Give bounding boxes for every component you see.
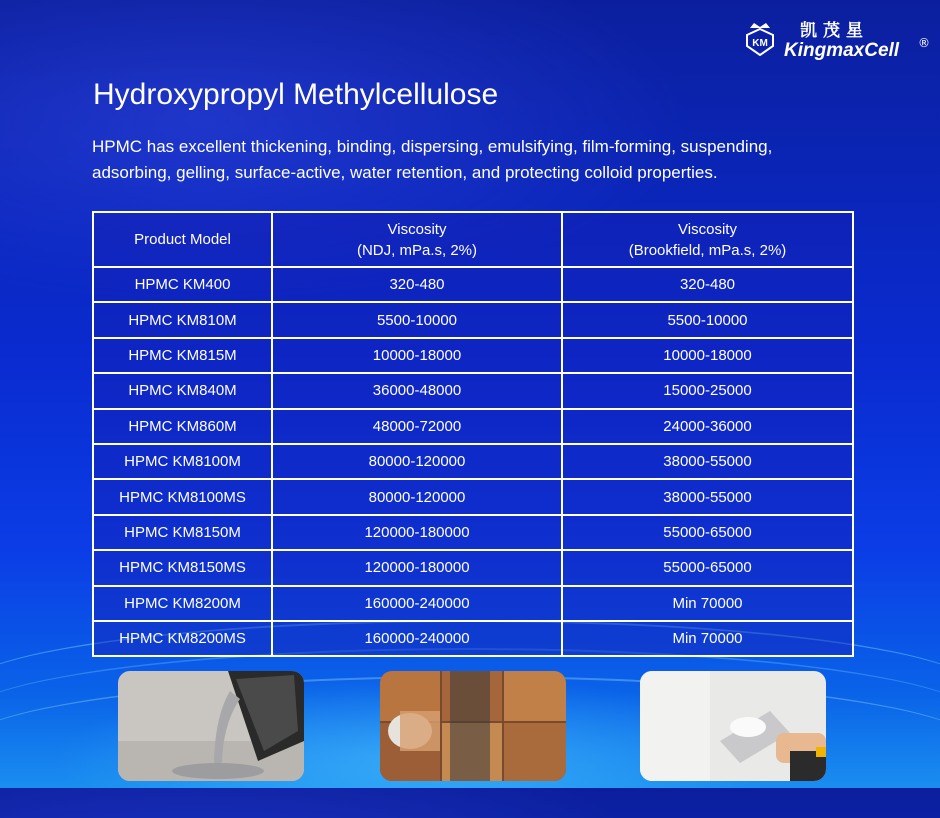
table-row	[93, 267, 853, 302]
cell-brookfield: 38000-55000	[562, 479, 853, 514]
cell-brookfield: 10000-18000	[562, 338, 853, 373]
brand-name-cn: 凯茂星	[800, 21, 869, 41]
cell-brookfield: 55000-65000	[562, 515, 853, 550]
cell-ndj: 10000-18000	[272, 338, 562, 373]
viscosity-table	[92, 211, 854, 657]
cell-model: HPMC KM860M	[93, 409, 272, 444]
cell-model: HPMC KM400	[93, 267, 272, 302]
cell-model: HPMC KM8150MS	[93, 550, 272, 585]
cell-brookfield: 24000-36000	[562, 409, 853, 444]
cell-ndj: 160000-240000	[272, 586, 562, 621]
cell-brookfield: 15000-25000	[562, 373, 853, 408]
table-row	[93, 444, 853, 479]
header-product-model: Product Model	[93, 212, 272, 267]
cell-model: HPMC KM8150M	[93, 515, 272, 550]
cell-ndj: 80000-120000	[272, 444, 562, 479]
cell-model: HPMC KM810M	[93, 302, 272, 337]
table-row	[93, 621, 853, 656]
cell-model: HPMC KM8100MS	[93, 479, 272, 514]
cell-brookfield: 38000-55000	[562, 444, 853, 479]
cell-model: HPMC KM840M	[93, 373, 272, 408]
logo-monogram: KM	[752, 38, 768, 49]
crown-shield-icon	[744, 22, 776, 56]
cell-brookfield: Min 70000	[562, 621, 853, 656]
table-header-row	[93, 212, 853, 267]
header-viscosity-ndj	[272, 212, 562, 267]
table-row	[93, 479, 853, 514]
cell-ndj: 120000-180000	[272, 550, 562, 585]
cell-ndj: 80000-120000	[272, 479, 562, 514]
cell-brookfield: 320-480	[562, 267, 853, 302]
cell-ndj: 36000-48000	[272, 373, 562, 408]
cell-brookfield: Min 70000	[562, 586, 853, 621]
cell-ndj: 120000-180000	[272, 515, 562, 550]
table-row	[93, 373, 853, 408]
pouring-coating-photo	[118, 671, 304, 781]
tile-installation-photo	[380, 671, 566, 781]
cell-model: HPMC KM8200MS	[93, 621, 272, 656]
cell-ndj: 320-480	[272, 267, 562, 302]
product-description: HPMC has excellent thickening, binding, dispersing, emulsifying, film-forming, suspending, adsorbing, gelling, surface-active, water retention, and protecting colloid properties.	[92, 137, 773, 182]
cell-brookfield: 55000-65000	[562, 550, 853, 585]
table-row	[93, 338, 853, 373]
header-viscosity-brookfield	[562, 212, 853, 267]
table-row	[93, 550, 853, 585]
header-brookfield-line1: Viscosity	[678, 220, 737, 238]
brand-name-en: KingmaxCell	[784, 40, 900, 61]
header-ndj-line1: Viscosity	[387, 220, 447, 238]
cell-ndj: 5500-10000	[272, 302, 562, 337]
table-row	[93, 302, 853, 337]
brand-logo	[744, 14, 934, 66]
cell-model: HPMC KM815M	[93, 338, 272, 373]
header-brookfield-line2: (Brookfield, mPa.s, 2%)	[628, 241, 787, 259]
cell-brookfield: 5500-10000	[562, 302, 853, 337]
cell-model: HPMC KM8100M	[93, 444, 272, 479]
table-row	[93, 586, 853, 621]
registered-mark: ®	[918, 36, 930, 50]
table-row	[93, 515, 853, 550]
cell-ndj: 160000-240000	[272, 621, 562, 656]
wall-plastering-photo	[640, 671, 826, 781]
cell-model: HPMC KM8200M	[93, 586, 272, 621]
page-title: Hydroxypropyl Methylcellulose	[93, 78, 499, 111]
cell-ndj: 48000-72000	[272, 409, 562, 444]
table-row	[93, 409, 853, 444]
header-ndj-line2: (NDJ, mPa.s, 2%)	[356, 241, 477, 259]
